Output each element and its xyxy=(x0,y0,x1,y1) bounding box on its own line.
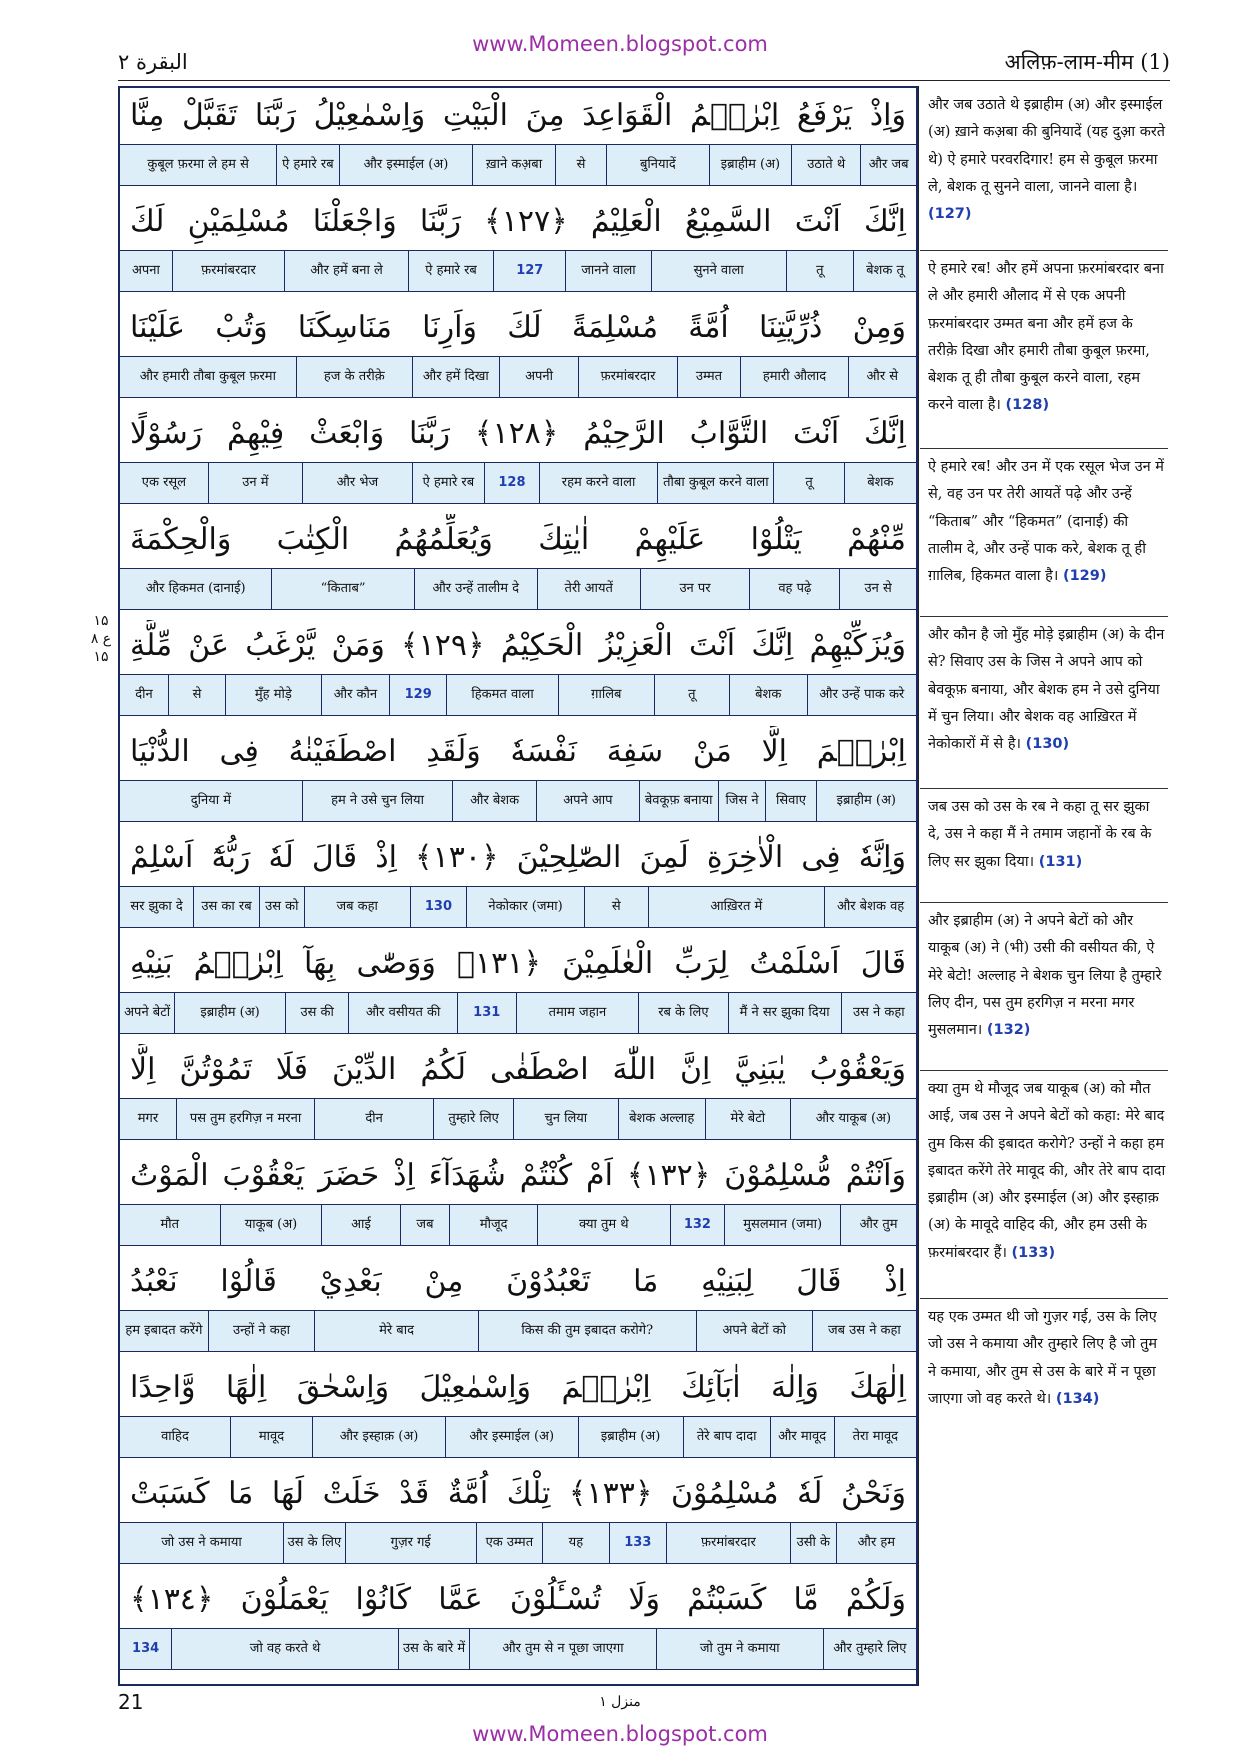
gloss-cell: मावूद xyxy=(230,1417,312,1457)
gloss-cell: जानने वाला xyxy=(565,251,650,291)
arabic-verse-line: قَالَ اَسْلَمْتُ لِرَبِّ الْعٰلَمِيْنَ ﴿١٣١﴾ وَوَصّٰى بِهَآ اِبْرٰهٖمُ بَنِيْهِ xyxy=(130,946,906,981)
word-gloss-row xyxy=(120,1628,916,1670)
gloss-cell: उस को xyxy=(259,887,304,927)
arabic-verse-line: وَاِنَّهٗ فِى الْاٰخِرَةِ لَمِنَ الصّٰلِحِيْنَ ﴿١٣٠﴾ اِذْ قَالَ لَهٗ رَبُّهٗٓ اَسْلِمْ xyxy=(130,840,906,875)
ruku-marker: ۱۵ ع ۸ ۱۵ xyxy=(90,613,112,665)
gloss-cell: और इस्माईल (अ) xyxy=(445,1417,578,1457)
verse-number-cell: 128 xyxy=(484,463,539,503)
gloss-cell: दीन xyxy=(135,687,153,702)
gloss-cell: तुम्हारे लिए xyxy=(433,1099,513,1139)
gloss-cell: उसी के xyxy=(790,1523,836,1563)
translation-divider xyxy=(920,902,1168,903)
gloss-cell: और से xyxy=(848,357,916,397)
gloss-cell: पस तुम हरगिज़ न मरना xyxy=(176,1099,314,1139)
gloss-cell: वाहिद xyxy=(161,1429,189,1444)
gloss-cell: उठाते थे xyxy=(791,145,860,185)
translation-text: ऐ हमारे रब! और उन में एक रसूल भेज उन में से, वह उन पर तेरी आयतें पढ़े और उन्हें “किताब” और “हिकमत” (दानाई) की तालीम दे, और उन्हें पाक करे, बेशक तू ही ग़ालिब, हिकमत वाला है। xyxy=(928,459,1164,585)
verse-number-cell: 130 xyxy=(410,887,467,927)
translation-divider xyxy=(920,448,1168,449)
gloss-cell: और हम xyxy=(836,1523,916,1563)
translation-block xyxy=(928,92,1166,228)
gloss-cell: दुनिया में xyxy=(190,793,232,808)
word-gloss-row xyxy=(120,674,916,716)
gloss-cell: और याकूब (अ) xyxy=(790,1099,916,1139)
translation-block xyxy=(928,1304,1166,1413)
gloss-cell: उन में xyxy=(208,463,302,503)
verse-number: (130) xyxy=(1025,736,1070,753)
verse-number-cell: 127 xyxy=(493,251,565,291)
gloss-cell: तमाम जहान xyxy=(516,993,638,1033)
arabic-verse-line: اِلٰهَكَ وَاِلٰهَ اٰبَآئِكَ اِبْرٰهٖمَ وَاِسْمٰعِيْلَ وَاِسْحٰقَ اِلٰهًا وَّاحِدًا xyxy=(130,1370,906,1405)
header-rule xyxy=(118,80,1170,81)
gloss-cell: और हमारी तौबा कुबूल फ़रमा xyxy=(139,369,276,384)
gloss-cell: जो उस ने कमाया xyxy=(161,1535,242,1550)
word-gloss-row xyxy=(120,780,916,822)
surah-header: البقرة ٢ xyxy=(118,50,188,74)
verse-number-cell: 131 xyxy=(457,993,516,1033)
translation-text: ऐ हमारे रब! और हमें अपना फ़रमांबरदार बना ले और हमारी औलाद में से एक अपनी फ़रमांबरदार उम्मत बना और हमें हज के तरीक़े दिखा और हमारी तौबा कुबूल फ़रमा, बेशक तू ही तौबा कुबूल करने वाला, रहम करने वाला है। xyxy=(928,261,1164,414)
gloss-cell: उन से xyxy=(839,569,916,609)
translation-block xyxy=(928,908,1166,1044)
gloss-cell: और हिकमत (दानाई) xyxy=(145,581,246,596)
verse-number-cell: 133 xyxy=(609,1523,666,1563)
word-gloss-row xyxy=(120,462,916,504)
gloss-cell: हम इबादत करेंगे xyxy=(125,1323,203,1338)
gloss-cell: मौत xyxy=(160,1217,180,1232)
verse-number-cell: 134 xyxy=(132,1641,160,1656)
translation-divider xyxy=(920,1298,1168,1299)
gloss-cell: उन पर xyxy=(640,569,750,609)
gloss-cell: से xyxy=(584,887,648,927)
gloss-cell: बेशक अल्लाह xyxy=(618,1099,705,1139)
gloss-cell: क्या तुम थे xyxy=(537,1205,670,1245)
gloss-cell: जब उस ने कहा xyxy=(812,1311,916,1351)
arabic-verse-line: وَمِنْ ذُرِّيَّتِنَا اُمَّةً مُسْلِمَةً لَكَ وَاَرِنَا مَنَاسِكَنَا وَتُبْ عَلَيْنَا xyxy=(130,310,906,345)
gloss-cell: और उन्हें तालीम दे xyxy=(414,569,537,609)
word-gloss-row xyxy=(120,144,916,186)
gloss-cell: इब्राहीम (अ) xyxy=(174,993,285,1033)
verse-number: (127) xyxy=(928,206,972,223)
gloss-cell: मुँह मोड़े xyxy=(225,675,321,715)
gloss-cell: उम्मत xyxy=(677,357,741,397)
gloss-cell: और तुम्हारे लिए xyxy=(823,1629,916,1669)
page-number: 21 xyxy=(118,1690,144,1714)
word-gloss-row xyxy=(120,1310,916,1352)
translation-divider xyxy=(920,788,1168,789)
arabic-verse-line: اِبْرٰهٖمَ اِلَّا مَنْ سَفِهَ نَفْسَهٗ وَلَقَدِ اصْطَفَيْنٰهُ فِى الدُّنْيَا xyxy=(130,734,906,769)
gloss-cell: अपने आप xyxy=(536,781,639,821)
word-gloss-row xyxy=(120,1522,916,1564)
gloss-cell: और तुम xyxy=(840,1205,916,1245)
gloss-cell: चुन लिया xyxy=(513,1099,617,1139)
gloss-cell: “किताब” xyxy=(271,569,414,609)
translation-text: और जब उठाते थे इब्राहीम (अ) और इस्माईल (अ) ख़ाने कअ़बा की बुनियादें (यह दुआ़ करते थे) ऐ हमारे परवरदिगार! हम से कुबूल फ़रमा ले, बेशक तू सुनने वाला, जानने वाला है। xyxy=(928,97,1166,195)
gloss-cell: अपने बेटों को xyxy=(696,1311,812,1351)
arabic-verse-line: وَاِذْ يَرْفَعُ اِبْرٰهٖمُ الْقَوَاعِدَ مِنَ الْبَيْتِ وَاِسْمٰعِيْلُ رَبَّنَا تَقَبَّلْ مِنَّا xyxy=(130,98,906,133)
arabic-verse-line: وَاَنْتُمْ مُّسْلِمُوْنَ ﴿١٣٢﴾ اَمْ كُنْتُمْ شُهَدَآءَ اِذْ حَضَرَ يَعْقُوْبَ الْمَوْتُ xyxy=(130,1158,906,1193)
word-gloss-row xyxy=(120,1204,916,1246)
manzil-label: منزل ١ xyxy=(599,1694,641,1710)
gloss-cell: ग़ालिब xyxy=(558,675,654,715)
gloss-cell: और वसीयत की xyxy=(348,993,456,1033)
gloss-cell: मेरे बेटो xyxy=(705,1099,790,1139)
translation-text: और कौन है जो मुँह मोड़े इब्राहीम (अ) के दीन से? सिवाए उस के जिस ने अपने आप को बेवकूफ़ बनाया, और बेशक हम ने उसे दुनिया में चुन लिया। और बेशक वह आख़िरत में नेकोकारों में से है। xyxy=(928,627,1165,753)
gloss-cell: तेरा मावूद xyxy=(834,1417,916,1457)
gloss-cell: उस ने कहा xyxy=(841,993,916,1033)
gloss-cell: तौबा कुबूल करने वाला xyxy=(657,463,773,503)
gloss-cell: और बेशक xyxy=(452,781,536,821)
verse-number: (132) xyxy=(986,1022,1031,1039)
gloss-cell: बेवकूफ़ बनाया xyxy=(639,781,718,821)
gloss-cell: मेरे बाद xyxy=(314,1311,477,1351)
gloss-cell: दीन xyxy=(314,1099,433,1139)
arabic-verse-line: وَيُزَكِّيْهِمْ اِنَّكَ اَنْتَ الْعَزِيْزُ الْحَكِيْمُ ﴿١٢٩﴾ وَمَنْ يَّرْغَبُ عَنْ مِّلَّةِ xyxy=(130,628,907,663)
arabic-verse-line: مِّنْهُمْ يَتْلُوْا عَلَيْهِمْ اٰيٰتِكَ وَيُعَلِّمُهُمُ الْكِتٰبَ وَالْحِكْمَةَ xyxy=(130,522,906,557)
gloss-cell: किस की तुम इबादत करोगे? xyxy=(478,1311,696,1351)
verse-number: (128) xyxy=(1005,397,1050,414)
gloss-cell: सर झुका दे xyxy=(130,899,183,914)
gloss-cell: सुनने वाला xyxy=(651,251,786,291)
word-gloss-row xyxy=(120,250,916,292)
arabic-verse-line: اِذْ قَالَ لِبَنِيْهِ مَا تَعْبُدُوْنَ مِنْ بَعْدِيْ قَالُوْا نَعْبُدُ xyxy=(130,1264,906,1299)
arabic-verse-line: اِنَّكَ اَنْتَ السَّمِيْعُ الْعَلِيْمُ ﴿١٢٧﴾ رَبَّنَا وَاجْعَلْنَا مُسْلِمَيْنِ لَكَ xyxy=(130,204,906,239)
gloss-cell: ऐ हमारे रब xyxy=(276,145,338,185)
gloss-cell: एक उम्मत xyxy=(476,1523,543,1563)
gloss-cell: उन्हों ने कहा xyxy=(208,1311,315,1351)
gloss-cell: उस की xyxy=(285,993,349,1033)
word-gloss-row xyxy=(120,356,916,398)
gloss-cell: तू xyxy=(773,463,843,503)
arabic-verse-line: وَيَعْقُوْبُ يٰبَنِيَّ اِنَّ اللّٰهَ اصْطَفٰى لَكُمُ الدِّيْنَ فَلَا تَمُوْتُنَّ اِلَّا xyxy=(130,1052,906,1087)
gloss-cell: जो वह करते थे xyxy=(171,1629,398,1669)
gloss-cell: जिस ने xyxy=(718,781,766,821)
gloss-cell: रब के लिए xyxy=(638,993,727,1033)
translation-block xyxy=(928,1076,1166,1267)
gloss-cell: उस का रब xyxy=(193,887,259,927)
gloss-cell: और मावूद xyxy=(770,1417,834,1457)
gloss-cell: और भेज xyxy=(302,463,412,503)
arabic-verse-line: اِنَّكَ اَنْتَ التَّوَّابُ الرَّحِيْمُ ﴿١٢٨﴾ رَبَّنَا وَابْعَثْ فِيْهِمْ رَسُوْلًا xyxy=(130,416,906,451)
para-header: अलिफ़-लाम-मीम (1) xyxy=(1004,50,1170,74)
gloss-cell: और इस्माईल (अ) xyxy=(339,145,473,185)
translation-text: क्या तुम थे मौजूद जब याकूब (अ) को मौत आई, जब उस ने अपने बेटों को कहा: मेरे बाद तुम किस की इबादत करोगे? उन्हों ने कहा हम इबादत करेंगे तेरे मावूद की, और तेरे बाप दादा इब्राहीम (अ) और इस्माईल (अ) और इस्हाक़ (अ) के मावूदे वाहिद की, और हम उसी के फ़रमांबरदार हैं। xyxy=(928,1081,1166,1261)
gloss-cell: जो तुम ने कमाया xyxy=(656,1629,823,1669)
gloss-cell: उस के लिए xyxy=(283,1523,345,1563)
gloss-cell: से xyxy=(555,145,606,185)
gloss-cell: जब कहा xyxy=(304,887,410,927)
translation-text: यह एक उम्मत थी जो गुज़र गई, उस के लिए जो उस ने कमाया और तुम्हारे लिए है जो तुम ने कमाया, और तुम से उस के बारे में न पूछा जाएगा जो वह करते थे। xyxy=(928,1309,1158,1407)
gloss-cell: और तुम से न पूछा जाएगा xyxy=(469,1629,656,1669)
gloss-cell: इब्राहीम (अ) xyxy=(816,781,916,821)
gloss-cell: हिकमत वाला xyxy=(446,675,558,715)
translation-block xyxy=(928,256,1166,420)
verse-number: (134) xyxy=(1055,1390,1100,1407)
gloss-cell: वह पढ़े xyxy=(749,569,839,609)
gloss-cell: और बेशक वह xyxy=(824,887,916,927)
translation-divider xyxy=(920,616,1168,617)
translation-divider xyxy=(920,1070,1168,1071)
gloss-cell: और हमें बना ले xyxy=(284,251,408,291)
gloss-cell: अपना xyxy=(131,263,160,278)
gloss-cell: आख़िरत में xyxy=(648,887,825,927)
gloss-cell: तू xyxy=(786,251,853,291)
arabic-verse-line: وَلَكُمْ مَّا كَسَبْتُمْ وَلَا تُسْـَٔلُوْنَ عَمَّا كَانُوْا يَعْمَلُوْنَ ﴿١٣٤﴾ xyxy=(130,1582,906,1617)
gloss-cell: बेशक xyxy=(729,675,807,715)
site-url-bottom[interactable]: www.Momeen.blogspot.com xyxy=(472,1722,768,1746)
translation-block xyxy=(928,454,1166,590)
gloss-cell: याकूब (अ) xyxy=(220,1205,322,1245)
gloss-cell: इब्राहीम (अ) xyxy=(709,145,791,185)
gloss-cell: और कौन xyxy=(321,675,389,715)
gloss-cell: तेरी आयतें xyxy=(537,569,640,609)
gloss-cell: सिवाए xyxy=(765,781,815,821)
arabic-verse-line: وَنَحْنُ لَهٗ مُسْلِمُوْنَ ﴿١٣٣﴾ تِلْكَ اُمَّةٌ قَدْ خَلَتْ لَهَا مَا كَسَبَتْ xyxy=(130,1476,906,1511)
verse-number-cell: 129 xyxy=(389,675,446,715)
verse-number-cell: 132 xyxy=(670,1205,724,1245)
gloss-cell: अपनी xyxy=(499,357,579,397)
gloss-cell: ऐ हमारे रब xyxy=(412,463,484,503)
gloss-cell: तू xyxy=(654,675,729,715)
gloss-cell: बुनियादें xyxy=(606,145,709,185)
gloss-cell: हमारी औलाद xyxy=(740,357,847,397)
translation-divider xyxy=(920,250,1168,251)
gloss-cell: फ़रमांबरदार xyxy=(172,251,284,291)
gloss-cell: नेकोकार (जमा) xyxy=(466,887,584,927)
gloss-cell: और उन्हें पाक करे xyxy=(807,675,916,715)
gloss-cell: मौजूद xyxy=(449,1205,537,1245)
gloss-cell: अपने बेटों xyxy=(124,1005,171,1020)
gloss-cell: हम ने उसे चुन लिया xyxy=(302,781,453,821)
gloss-cell: और हमें दिखा xyxy=(412,357,499,397)
translation-text: और इब्राहीम (अ) ने अपने बेटों को और याकूब (अ) ने (भी) उसी की वसीयत की, ऐ मेरे बेटो! अल्लाह ने बेशक चुन लिया है तुम्हारे लिए दीन, पस तुम हरगिज़ न मरना मगर मुसलमान। xyxy=(928,913,1162,1039)
word-gloss-row xyxy=(120,992,916,1034)
word-gloss-row xyxy=(120,1098,916,1140)
gloss-cell: एक रसूल xyxy=(141,475,187,490)
column-divider xyxy=(918,86,919,1686)
translation-block xyxy=(928,794,1166,876)
gloss-cell: बेशक xyxy=(844,463,916,503)
gloss-cell: और इस्हाक़ (अ) xyxy=(312,1417,445,1457)
verse-number: (133) xyxy=(1011,1244,1056,1261)
word-gloss-row xyxy=(120,1416,916,1458)
gloss-cell: फ़रमांबरदार xyxy=(578,357,676,397)
gloss-cell: उस के बारे में xyxy=(398,1629,469,1669)
gloss-cell: फ़रमांबरदार xyxy=(666,1523,790,1563)
site-url-top[interactable]: www.Momeen.blogspot.com xyxy=(472,32,768,56)
gloss-cell: आई xyxy=(321,1205,399,1245)
gloss-cell: तेरे बाप दादा xyxy=(683,1417,770,1457)
gloss-cell: हज के तरीक़े xyxy=(296,357,412,397)
verse-number: (129) xyxy=(1062,568,1107,585)
gloss-cell: ख़ाने कअ़बा xyxy=(472,145,554,185)
gloss-cell: मैं ने सर झुका दिया xyxy=(728,993,841,1033)
verse-number: (131) xyxy=(1038,853,1083,870)
gloss-cell: से xyxy=(168,675,225,715)
gloss-cell: बेशक तू xyxy=(853,251,916,291)
gloss-cell: जब xyxy=(400,1205,450,1245)
gloss-cell: इब्राहीम (अ) xyxy=(578,1417,683,1457)
translation-block xyxy=(928,622,1166,758)
translation-text: जब उस को उस के रब ने कहा तू सर झुका दे, उस ने कहा मैं ने तमाम जहानों के रब के लिए सर झुका दिया। xyxy=(928,799,1152,870)
gloss-cell: ऐ हमारे रब xyxy=(408,251,493,291)
gloss-cell: रहम करने वाला xyxy=(539,463,657,503)
gloss-cell: कुबूल फ़रमा ले हम से xyxy=(147,157,249,172)
gloss-cell: और जब xyxy=(860,145,916,185)
word-gloss-row xyxy=(120,886,916,928)
gloss-cell: गुज़र गई xyxy=(345,1523,476,1563)
gloss-cell: मुसलमान (जमा) xyxy=(724,1205,840,1245)
gloss-cell: यह xyxy=(542,1523,609,1563)
gloss-cell: मगर xyxy=(137,1111,159,1126)
word-gloss-row xyxy=(120,568,916,610)
